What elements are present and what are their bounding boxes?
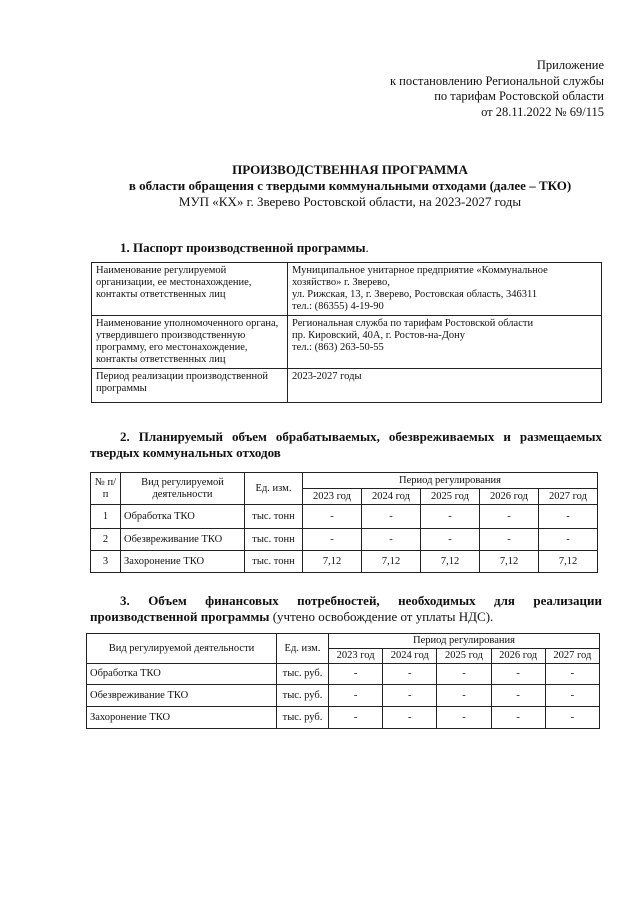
- passport-value: 2023-2027 годы: [288, 369, 602, 403]
- header-year: 2026 год: [491, 649, 545, 664]
- table-row: [92, 316, 602, 369]
- cell-unit: тыс. тонн: [245, 529, 303, 551]
- cell-value: 7,12: [303, 551, 362, 573]
- cell-num: 3: [91, 551, 121, 573]
- header-year: 2025 год: [421, 489, 480, 505]
- header-period: Период регулирования: [303, 473, 598, 489]
- cell-value: -: [437, 707, 491, 729]
- cell-value: -: [329, 707, 383, 729]
- table-row: [87, 685, 600, 707]
- cell-unit: тыс. руб.: [277, 685, 329, 707]
- table-row: [92, 369, 602, 403]
- header-year: 2025 год: [437, 649, 491, 664]
- cell-value: -: [539, 505, 598, 529]
- cell-value: -: [362, 529, 421, 551]
- title-line-1: ПРОИЗВОДСТВЕННАЯ ПРОГРАММА: [232, 162, 468, 177]
- header-year: 2027 год: [539, 489, 598, 505]
- appendix-line-3: по тарифам Ростовской области: [434, 89, 604, 103]
- passport-value: Муниципальное унитарное предприятие «Коммунальное хозяйство» г. Зверево, ул. Рижская, 13, г. Зверево, Ростовская область, 346311 тел.: (86355) 4-19-90: [288, 263, 602, 316]
- cell-unit: тыс. тонн: [245, 505, 303, 529]
- cell-unit: тыс. тонн: [245, 551, 303, 573]
- volume-table: [90, 472, 598, 573]
- table-row: [87, 664, 600, 685]
- cell-value: -: [539, 529, 598, 551]
- table-row: [92, 263, 602, 316]
- appendix-line-1: Приложение: [536, 58, 604, 72]
- table-row: [91, 529, 598, 551]
- finance-table: [86, 633, 600, 729]
- appendix-block: [390, 58, 604, 120]
- passport-label: Период реализации производственной программы: [92, 369, 288, 403]
- appendix-line-4: от 28.11.2022 № 69/115: [481, 104, 604, 119]
- cell-value: -: [383, 707, 437, 729]
- cell-activity: Захоронение ТКО: [87, 707, 277, 729]
- passport-value: Региональная служба по тарифам Ростовской области пр. Кировский, 40А, г. Ростов-на-Дону тел.: (863) 263-50-55: [288, 316, 602, 369]
- cell-value: -: [480, 529, 539, 551]
- cell-activity: Захоронение ТКО: [121, 551, 245, 573]
- header-year: 2024 год: [383, 649, 437, 664]
- cell-num: 1: [91, 505, 121, 529]
- header-year: 2026 год: [480, 489, 539, 505]
- cell-value: -: [480, 505, 539, 529]
- header-unit: Ед. изм.: [245, 473, 303, 505]
- header-activity: Вид регулируемой деятельности: [121, 473, 245, 505]
- table-row: [87, 707, 600, 729]
- header-year: 2027 год: [545, 649, 599, 664]
- cell-value: -: [491, 685, 545, 707]
- cell-activity: Обезвреживание ТКО: [121, 529, 245, 551]
- header-period: Период регулирования: [329, 634, 600, 649]
- passport-table: [91, 262, 602, 403]
- passport-label: Наименование регулируемой организации, ее местонахождение, контакты ответственных лиц: [92, 263, 288, 316]
- cell-value: -: [383, 664, 437, 685]
- cell-value: -: [491, 664, 545, 685]
- header-year: 2023 год: [303, 489, 362, 505]
- cell-value: -: [437, 685, 491, 707]
- cell-value: -: [329, 685, 383, 707]
- title-line-3: МУП «КХ» г. Зверево Ростовской области, на 2023-2027 годы: [178, 194, 522, 209]
- cell-value: -: [303, 529, 362, 551]
- section-2-heading: 2. Планируемый объем обрабатываемых, обезвреживаемых и размещаемых твердых коммунальных отходов: [90, 429, 602, 460]
- cell-value: -: [383, 685, 437, 707]
- section-1-heading: 1. Паспорт производственной программы.: [120, 240, 369, 255]
- cell-activity: Обработка ТКО: [121, 505, 245, 529]
- cell-unit: тыс. руб.: [277, 707, 329, 729]
- cell-value: 7,12: [421, 551, 480, 573]
- cell-value: -: [303, 505, 362, 529]
- header-unit: Ед. изм.: [277, 634, 329, 664]
- cell-activity: Обработка ТКО: [87, 664, 277, 685]
- passport-label: Наименование уполномоченного органа, утвердившего производственную программу, его местонахождение, контакты ответственных лиц: [92, 316, 288, 369]
- cell-value: -: [491, 707, 545, 729]
- cell-value: -: [545, 707, 599, 729]
- header-year: 2024 год: [362, 489, 421, 505]
- cell-value: -: [421, 529, 480, 551]
- header-year: 2023 год: [329, 649, 383, 664]
- table-row: [91, 505, 598, 529]
- cell-unit: тыс. руб.: [277, 664, 329, 685]
- cell-value: -: [437, 664, 491, 685]
- title-line-2: в области обращения с твердыми коммунальными отходами (далее – ТКО): [128, 178, 572, 193]
- table-row: [91, 551, 598, 573]
- cell-value: -: [329, 664, 383, 685]
- cell-value: -: [545, 664, 599, 685]
- section-3-heading: 3. Объем финансовых потребностей, необходимых для реализации производственной программы (учтено освобождение от уплаты НДС).: [90, 593, 602, 624]
- cell-value: 7,12: [539, 551, 598, 573]
- header-activity: Вид регулируемой деятельности: [87, 634, 277, 664]
- cell-value: -: [545, 685, 599, 707]
- cell-num: 2: [91, 529, 121, 551]
- cell-value: 7,12: [480, 551, 539, 573]
- cell-value: -: [362, 505, 421, 529]
- cell-value: -: [421, 505, 480, 529]
- appendix-line-2: к постановлению Региональной службы: [389, 73, 604, 88]
- cell-activity: Обезвреживание ТКО: [87, 685, 277, 707]
- document-title: [80, 162, 620, 210]
- header-num: № п/п: [91, 473, 121, 505]
- cell-value: 7,12: [362, 551, 421, 573]
